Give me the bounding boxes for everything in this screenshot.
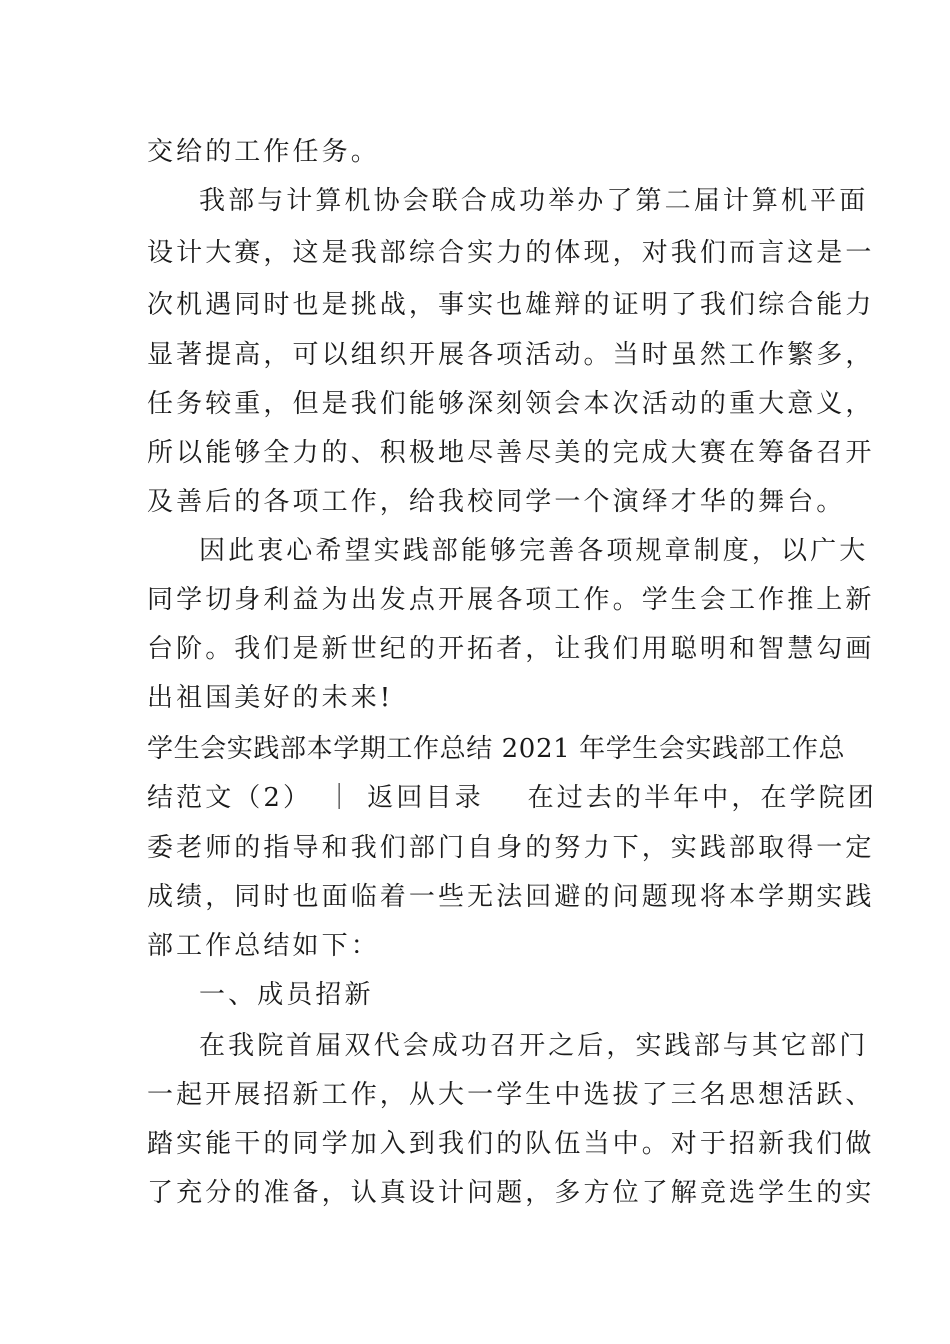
section-heading: 学生会实践部本学期工作总结 2021 年学生会实践部工作总 [147, 734, 846, 764]
paragraph-line: 次机遇同时也是挑战，事实也雄辩的证明了我们综合能力 [147, 290, 875, 320]
paragraph-line: 我部与计算机协会联合成功举办了第二届计算机平面 [199, 186, 869, 216]
paragraph-line: 部工作总结如下： [147, 931, 380, 961]
paragraph-line: 因此衷心希望实践部能够完善各项规章制度，以广大 [199, 536, 869, 566]
paragraph-line: 踏实能干的同学加入到我们的队伍当中。对于招新我们做 [147, 1129, 875, 1159]
paragraph-line: 成绩，同时也面临着一些无法回避的问题现将本学期实践 [147, 882, 875, 912]
paragraph-line: 出祖国美好的未来! [147, 683, 394, 713]
paragraph-line: 了充分的准备，认真设计问题，多方位了解竞选学生的实 [147, 1178, 875, 1208]
subsection-heading: 一、成员招新 [199, 980, 374, 1010]
paragraph-line: 设计大赛，这是我部综合实力的体现，对我们而言这是一 [147, 238, 875, 268]
paragraph-line: 一起开展招新工作，从大一学生中选拔了三名思想活跃、 [147, 1080, 875, 1110]
paragraph-line: 任务较重，但是我们能够深刻领会本次活动的重大意义， [147, 389, 875, 419]
paragraph-line: 台阶。我们是新世纪的开拓者，让我们用聪明和智慧勾画 [147, 634, 875, 664]
paragraph-line: 同学切身利益为出发点开展各项工作。学生会工作推上新 [147, 585, 875, 615]
paragraph-line: 委老师的指导和我们部门自身的努力下，实践部取得一定 [147, 833, 875, 863]
separator-bar: ｜ [326, 783, 356, 813]
paragraph-line: 在我院首届双代会成功召开之后，实践部与其它部门 [199, 1031, 869, 1061]
paragraph-line: 显著提高，可以组织开展各项活动。当时虽然工作繁多， [147, 340, 875, 370]
paragraph-line: 在过去的半年中，在学院团 [527, 783, 877, 813]
paragraph-line: 及善后的各项工作，给我校同学一个演绎才华的舞台。 [147, 487, 846, 517]
heading-continuation-line [147, 782, 877, 814]
paragraph-line: 所以能够全力的、积极地尽善尽美的完成大赛在筹备召开 [147, 438, 875, 468]
return-to-contents-link[interactable]: 返回目录 [367, 783, 484, 813]
section-heading-tail: 结范文（2） [147, 783, 313, 813]
paragraph-line: 交给的工作任务。 [147, 137, 380, 167]
